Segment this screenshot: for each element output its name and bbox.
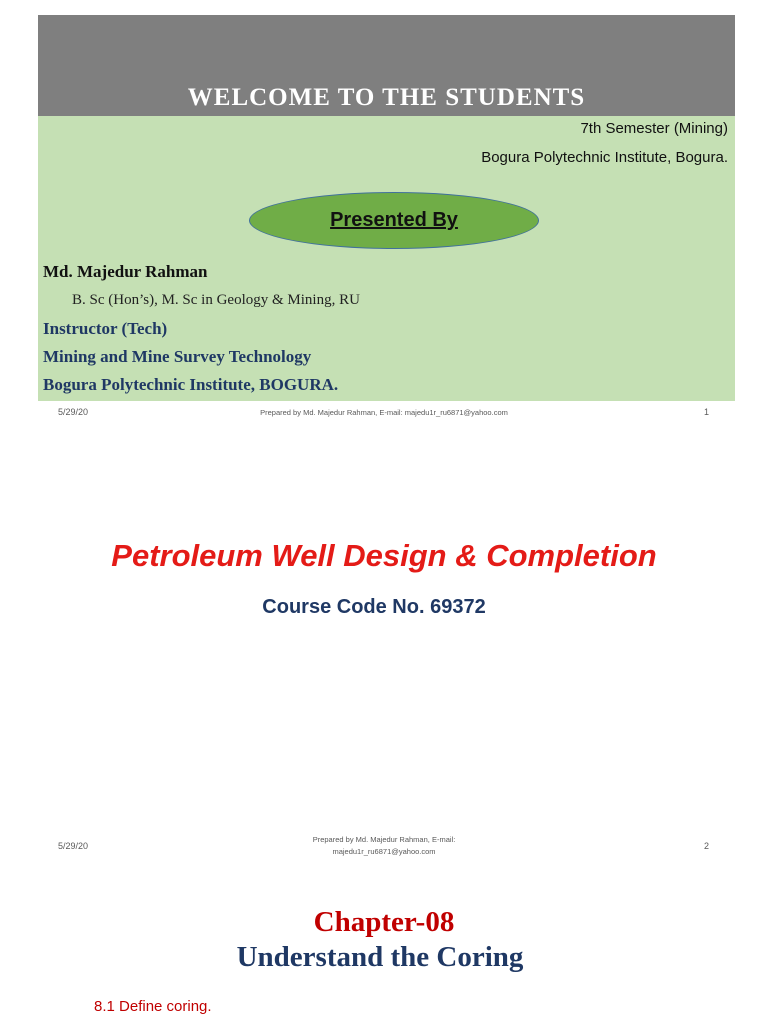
slide2-page-number: 2 (704, 841, 710, 851)
slide2-footer-prepared-line1: Prepared by Md. Majedur Rahman, E-mail: (312, 835, 456, 844)
presenter-department: Mining and Mine Survey Technology (43, 347, 312, 366)
presenter-qualification: B. Sc (Hon’s), M. Sc in Geology & Mining, RU (72, 292, 360, 308)
slide2-title: Petroleum Well Design & Completion (111, 538, 657, 573)
chapter-subtitle: Understand the Coring (236, 941, 524, 973)
slide2-footer-prepared-line2: majedu1r_ru6871@yahoo.com (332, 847, 436, 856)
presenter-institute: Bogura Polytechnic Institute, BOGURA. (43, 375, 339, 394)
slide1-page-number: 1 (704, 407, 710, 417)
course-code: Course Code No. 69372 (262, 596, 486, 618)
presenter-name: Md. Majedur Rahman (43, 262, 208, 281)
slide1-footer-date: 5/29/20 (58, 407, 89, 417)
slide2-footer-prepared (0, 834, 768, 858)
slide1-footer-prepared: Prepared by Md. Majedur Rahman, E-mail: majedu1r_ru6871@yahoo.com (260, 408, 508, 417)
institute-line: Bogura Polytechnic Institute, Bogura. (481, 149, 728, 166)
slide1-body (38, 116, 735, 401)
slide2-footer-date: 5/29/20 (58, 841, 89, 851)
slide1-title: WELCOME TO THE STUDENTS (187, 84, 586, 111)
chapter-item: 8.1 Define coring. (94, 998, 212, 1015)
slide1-header (38, 15, 735, 116)
semester-text: 7th Semester (Mining) (580, 120, 728, 137)
presented-by-badge (249, 192, 539, 249)
presenter-designation: Instructor (Tech) (43, 319, 168, 338)
presented-by-label: Presented By (330, 209, 458, 231)
chapter-title: Chapter-08 (313, 906, 455, 938)
